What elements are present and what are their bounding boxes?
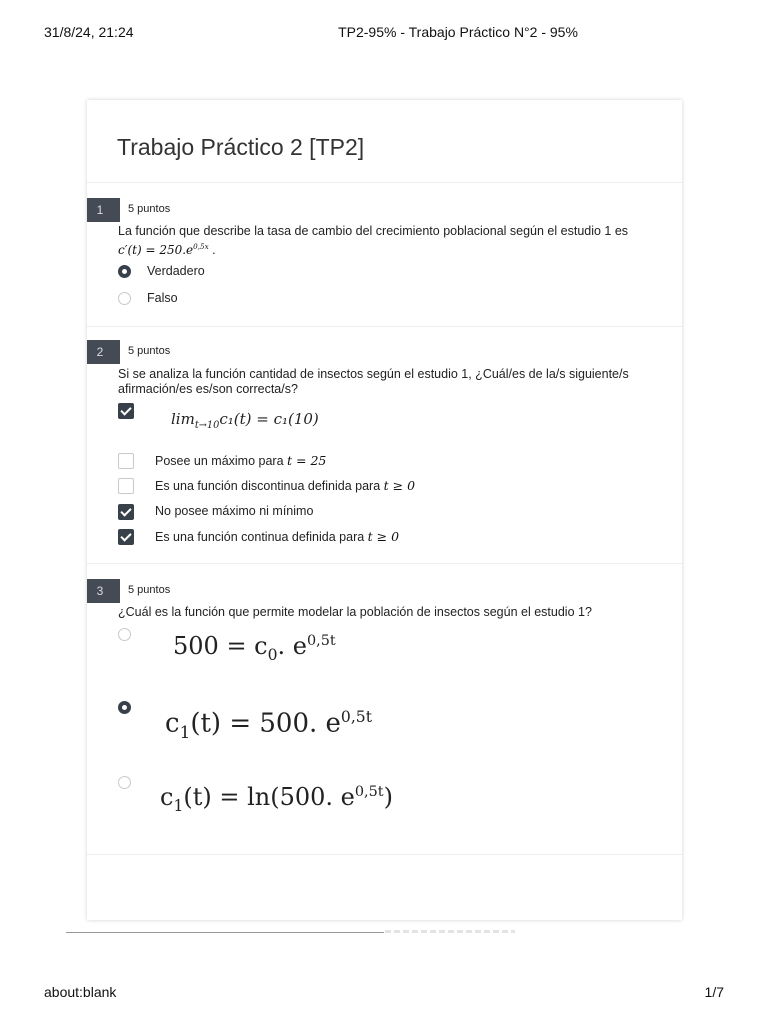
question-text: Si se analiza la función cantidad de insectos según el estudio 1, ¿Cuál/es de la/s siguiente/s afirmación/es es/son correcta/s?	[118, 367, 629, 396]
radio-option-3[interactable]	[118, 776, 131, 789]
page-title: Trabajo Práctico 2 [TP2]	[117, 134, 365, 160]
checkbox-option-5[interactable]	[118, 529, 134, 545]
divider	[87, 326, 682, 327]
question-number-badge: 3	[87, 579, 120, 603]
divider	[87, 182, 682, 183]
question-points: 5 puntos	[128, 345, 171, 357]
question-text: ¿Cuál es la función que permite modelar la población de insectos según el estudio 1?	[118, 605, 592, 619]
print-page-title: TP2-95% - Trabajo Práctico N°2 - 95%	[338, 24, 578, 40]
divider	[87, 854, 682, 855]
option-label: Posee un máximo para t = 25	[155, 453, 327, 468]
divider	[87, 563, 682, 564]
radio-option-verdadero[interactable]	[118, 265, 131, 278]
question-number-badge: 1	[87, 198, 120, 222]
option-formula: $c_1(t) = \ln(500$. $e^{0,5t}$)	[160, 783, 393, 815]
question-points: 5 puntos	[128, 584, 171, 596]
radio-option-falso[interactable]	[118, 292, 131, 305]
print-header	[0, 24, 768, 44]
option-label: Es una función discontinua definida para t ≥ 0	[155, 478, 416, 493]
print-url: about:blank	[44, 984, 117, 1000]
radio-option-1[interactable]	[118, 628, 131, 641]
checkbox-option-4[interactable]	[118, 504, 134, 520]
page-break-decoration	[385, 930, 515, 933]
page-break-rule	[66, 932, 384, 933]
checkbox-option-2[interactable]	[118, 453, 134, 469]
option-label: No posee máximo ni mínimo	[155, 504, 314, 518]
print-page-number: 1/7	[704, 984, 724, 1000]
checkbox-option-1[interactable]	[118, 403, 134, 419]
radio-option-2[interactable]	[118, 701, 131, 714]
option-label: Verdadero	[147, 264, 205, 278]
option-formula: $500 = c_0$. $e^{0,5t}$	[173, 632, 336, 664]
question-number-badge: 2	[87, 340, 120, 364]
option-formula: $\lim_{t\to 10}c_1(t) = c_1(10)$	[171, 410, 319, 431]
print-datetime: 31/8/24, 21:24	[44, 24, 134, 40]
checkbox-option-3[interactable]	[118, 478, 134, 494]
question-text: La función que describe la tasa de cambio del crecimiento poblacional según el estudio 1 es $c'(t) = 250.e^{0,5x}$ .	[118, 224, 629, 257]
print-footer	[0, 984, 768, 1004]
option-label: Es una función continua definida para t ≥ 0	[155, 529, 400, 544]
option-formula: $c_1(t) = 500$. $e^{0,5t}$	[165, 708, 372, 742]
quiz-card	[87, 100, 682, 920]
question-points: 5 puntos	[128, 203, 171, 215]
question-formula: $c'(t) = 250.e^{0,5x}$	[118, 242, 209, 257]
option-label: Falso	[147, 291, 178, 305]
